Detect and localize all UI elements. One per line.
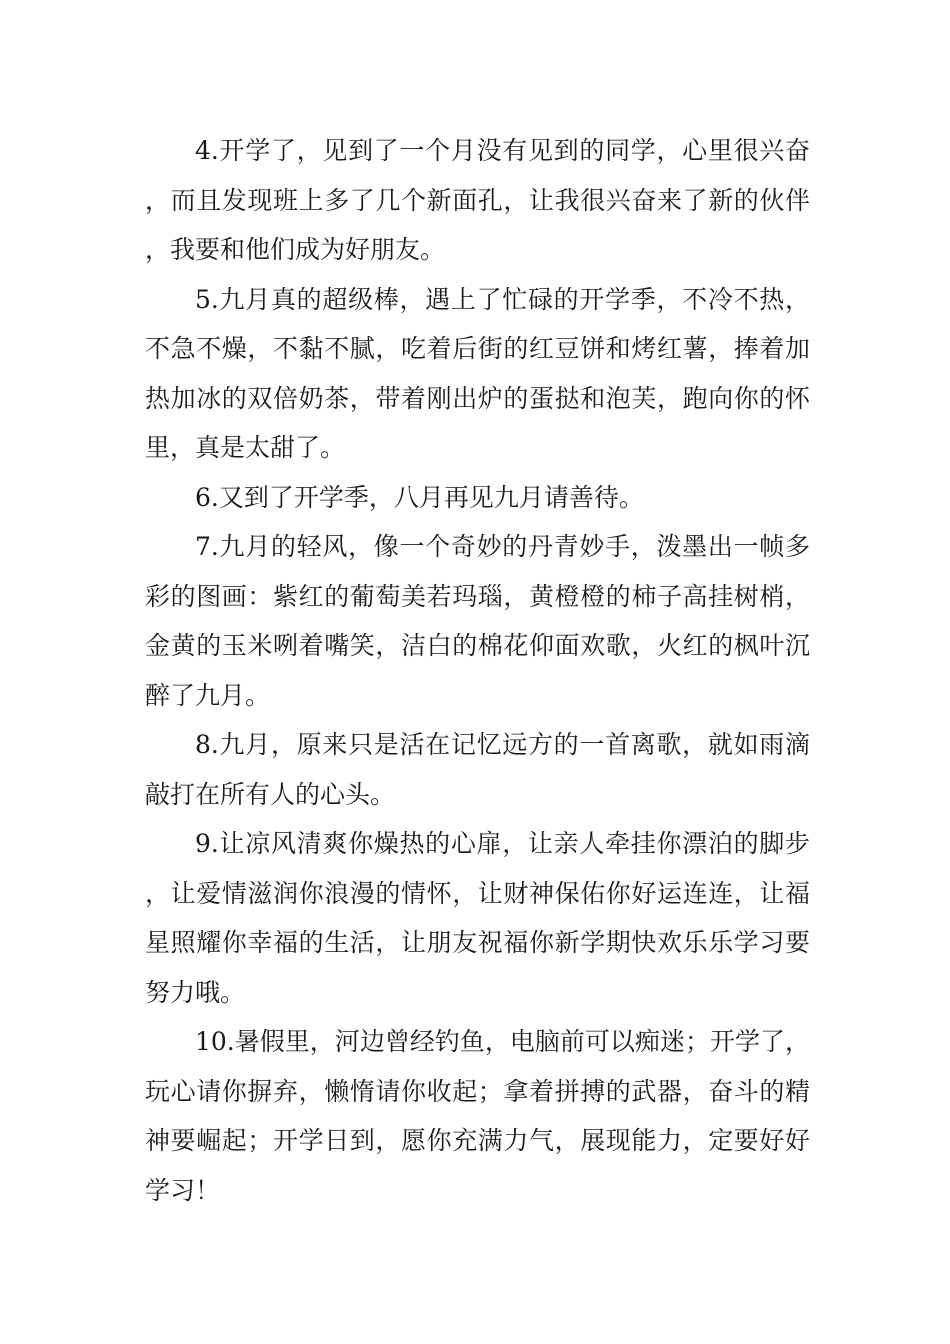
paragraph-8: 8.九月，原来只是活在记忆远方的一首离歌，就如雨滴敲打在所有人的心头。 (145, 730, 810, 809)
document-body (145, 126, 810, 1215)
paragraph-6: 6.又到了开学季，八月再见九月请善待。 (195, 482, 644, 512)
paragraph-10: 10.暑假里，河边曾经钓鱼，电脑前可以痴迷；开学了，玩心请你摒弃，懒惰请你收起；拿着拼搏的武器，奋斗的精神要崛起；开学日到，愿你充满力气，展现能力，定要好好学习！ (145, 1027, 810, 1205)
paragraph-7: 7.九月的轻风，像一个奇妙的丹青妙手，泼墨出一帧多彩的图画：紫红的葡萄美若玛瑙，黄橙橙的柿子高挂树梢，金黄的玉米咧着嘴笑，洁白的棉花仰面欢歌，火红的枫叶沉醉了九月。 (145, 532, 810, 710)
paragraph-4: 4.开学了，见到了一个月没有见到的同学，心里很兴奋，而且发现班上多了几个新面孔，让我很兴奋来了新的伙伴，我要和他们成为好朋友。 (145, 136, 810, 264)
paragraph-9: 9.让凉风清爽你燥热的心扉，让亲人牵挂你漂泊的脚步，让爱情滋润你浪漫的情怀，让财神保佑你好运连连，让福星照耀你幸福的生活，让朋友祝福你新学期快欢乐乐学习要努力哦。 (145, 829, 810, 1007)
paragraph-5: 5.九月真的超级棒，遇上了忙碌的开学季，不冷不热，不急不燥，不黏不腻，吃着后街的红豆饼和烤红薯，捧着加热加冰的双倍奶茶，带着刚出炉的蛋挞和泡芙，跑向你的怀里，真是太甜了。 (145, 284, 810, 462)
